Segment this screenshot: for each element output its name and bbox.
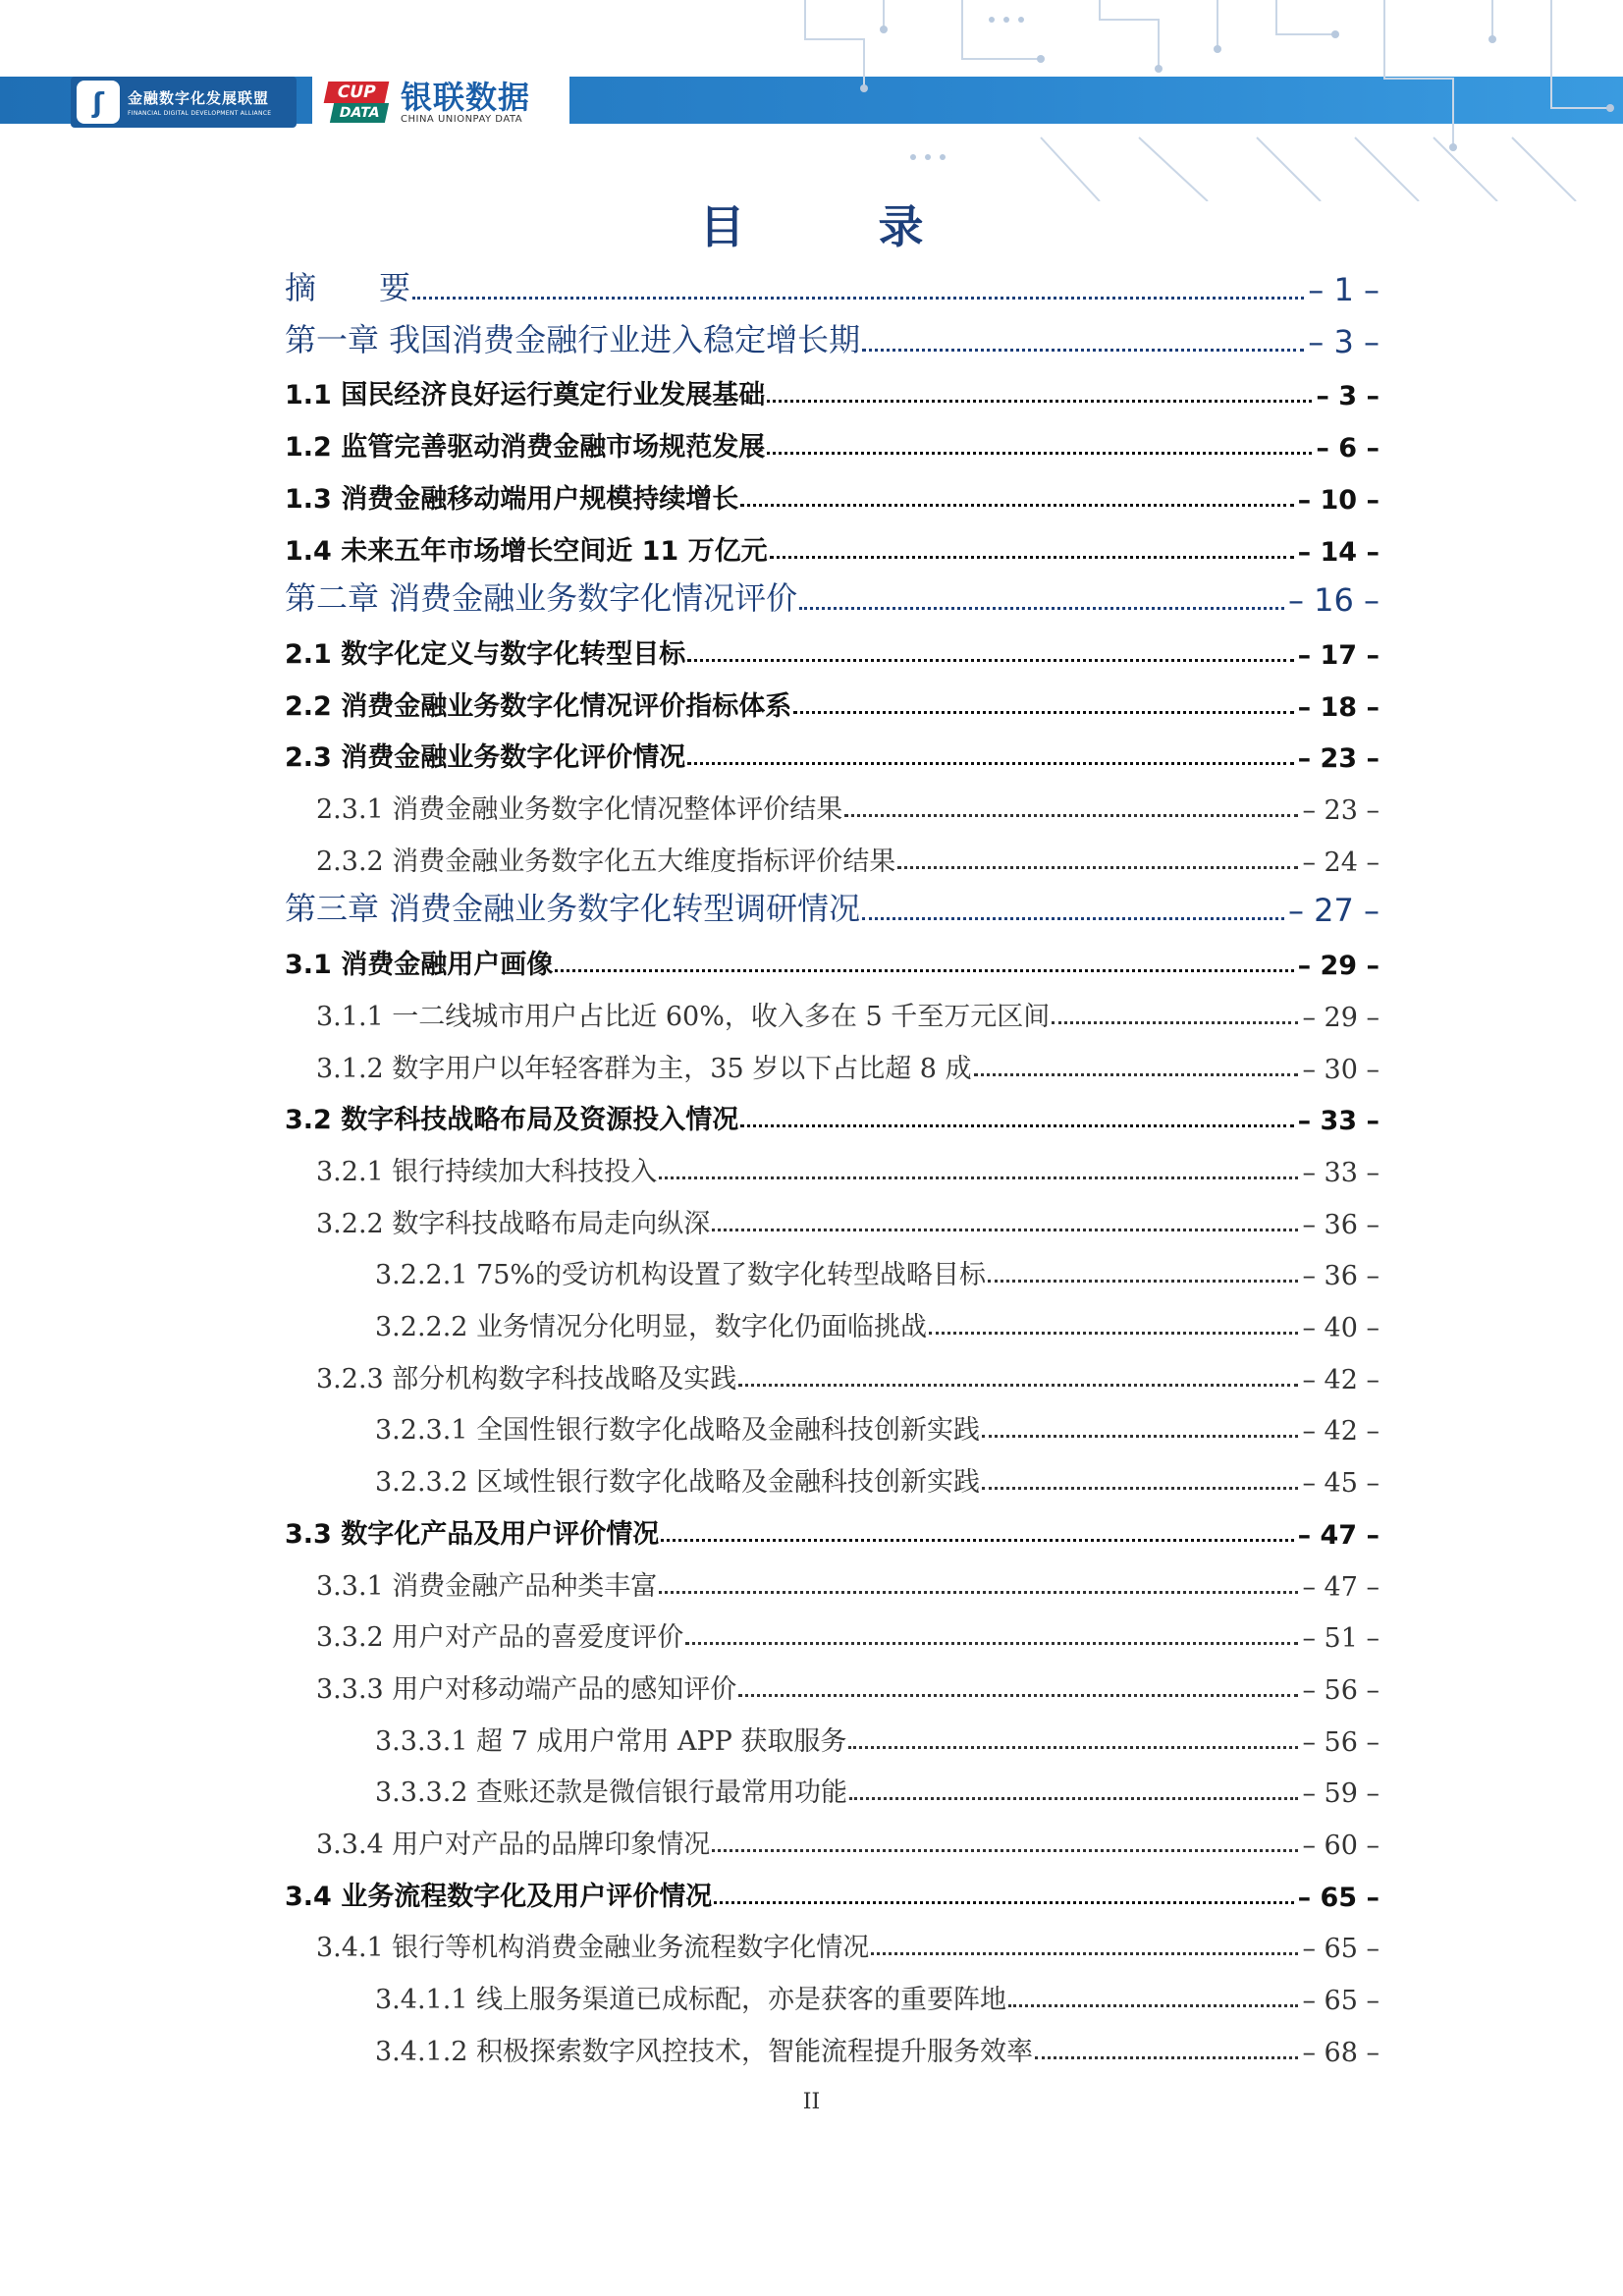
toc-entry-page: – 65 – <box>1297 1882 1380 1913</box>
toc-entry-label: 3.1.1 一二线城市用户占比近 60%，收入多在 5 千至万元区间 <box>316 1001 1051 1032</box>
toc-entry[interactable] <box>316 1137 1380 1188</box>
toc-entry-page: – 65 – <box>1302 1986 1380 2017</box>
toc-entry-label: 3.3.3.1 超 7 成用户常用 APP 获取服务 <box>375 1725 847 1757</box>
toc-entry-label: 3.2.3.2 区域性银行数字化战略及金融科技创新实践 <box>375 1467 981 1499</box>
toc-entry-label: 1.1 国民经济良好运行奠定行业发展基础 <box>285 380 766 411</box>
toc-entry-page: – 27 – <box>1287 892 1380 930</box>
toc-entry[interactable] <box>285 568 1380 619</box>
toc-entry-label: 3.3.4 用户对产品的品牌印象情况 <box>316 1830 711 1860</box>
alliance-name-cn: 金融数字化发展联盟 <box>128 89 270 107</box>
toc-entry-label: 1.2 监管完善驱动消费金融市场规范发展 <box>285 432 766 464</box>
toc-entry-label: 2.3.1 消费金融业务数字化情况整体评价结果 <box>316 794 843 825</box>
toc-entry-label: 3.2.3 部分机构数字科技战略及实践 <box>316 1363 737 1394</box>
toc-entry[interactable] <box>316 775 1380 826</box>
toc-leader-dots <box>871 1952 1298 1955</box>
toc-entry-label: 1.3 消费金融移动端用户规模持续增长 <box>285 483 739 515</box>
toc-entry[interactable] <box>316 1344 1380 1395</box>
toc-entry-page: – 24 – <box>1302 847 1380 878</box>
circuit-decoration <box>746 0 1623 201</box>
toc-entry[interactable] <box>285 1085 1380 1136</box>
toc-entry-page: – 36 – <box>1302 1261 1380 1292</box>
badge-top: CUP <box>324 82 390 103</box>
toc-leader-dots <box>799 607 1284 610</box>
cupdata-name-cn: 银联数据 <box>401 78 531 116</box>
toc-entry[interactable] <box>285 930 1380 981</box>
toc-entry-page: – 1 – <box>1308 271 1380 308</box>
toc-leader-dots <box>659 1176 1298 1179</box>
toc-entry-page: – 36 – <box>1302 1209 1380 1240</box>
toc-leader-dots <box>897 866 1298 869</box>
toc-entry-page: – 17 – <box>1297 639 1380 671</box>
toc-entry-label: 3.2.3.1 全国性银行数字化战略及金融科技创新实践 <box>375 1415 981 1447</box>
toc-leader-dots <box>555 969 1293 972</box>
toc-entry-page: – 65 – <box>1302 1934 1380 1965</box>
toc-entry-page: – 3 – <box>1316 381 1380 412</box>
toc-entry[interactable] <box>375 1395 1380 1447</box>
toc-leader-dots <box>862 917 1284 920</box>
toc-entry-page: – 29 – <box>1302 1002 1380 1033</box>
toc-leader-dots <box>1052 1021 1298 1024</box>
toc-leader-dots <box>1035 2056 1298 2059</box>
cupdata-logo <box>312 77 569 128</box>
toc-leader-dots <box>740 504 1293 507</box>
toc-entry-page: – 40 – <box>1302 1313 1380 1343</box>
toc-leader-dots <box>712 1849 1298 1852</box>
toc-entry[interactable] <box>375 2017 1380 2068</box>
toc-entry[interactable] <box>285 1500 1380 1551</box>
toc-entry-page: – 60 – <box>1302 1831 1380 1861</box>
toc-leader-dots <box>740 1124 1293 1127</box>
toc-leader-dots <box>661 1539 1293 1542</box>
toc-entry-label: 1.4 未来五年市场增长空间近 11 万亿元 <box>285 535 768 567</box>
toc-entry-label: 3.3.3.2 查账还款是微信银行最常用功能 <box>375 1777 848 1809</box>
toc-leader-dots <box>685 1642 1298 1645</box>
toc-entry[interactable] <box>316 1603 1380 1654</box>
toc-leader-dots <box>844 814 1298 817</box>
toc-entry[interactable] <box>316 1810 1380 1861</box>
toc-entry[interactable] <box>316 1189 1380 1240</box>
toc-leader-dots <box>714 1901 1293 1904</box>
toc-leader-dots <box>974 1073 1299 1076</box>
toc-entry[interactable] <box>285 309 1380 360</box>
toc-entry-page: – 16 – <box>1287 581 1380 620</box>
toc-entry[interactable] <box>375 1448 1380 1499</box>
cupdata-badge-icon <box>326 80 395 125</box>
toc-entry-page: – 18 – <box>1297 691 1380 723</box>
toc-entry-label: 第二章 消费金融业务数字化情况评价 <box>285 579 798 618</box>
toc-leader-dots <box>687 659 1293 662</box>
toc-entry[interactable] <box>285 412 1380 464</box>
toc-leader-dots <box>982 1487 1298 1490</box>
toc-entry-page: – 56 – <box>1302 1674 1380 1706</box>
toc-entry-label: 3.2.2 数字科技战略布局走向纵深 <box>316 1208 711 1239</box>
toc-entry-label: 2.3 消费金融业务数字化评价情况 <box>285 742 686 774</box>
toc-entry[interactable] <box>285 360 1380 411</box>
page-number: II <box>802 2090 821 2114</box>
toc-entry[interactable] <box>316 1655 1380 1706</box>
toc-entry-label: 3.4.1 银行等机构消费金融业务流程数字化情况 <box>316 1933 870 1964</box>
alliance-name-en: FINANCIAL DIGITAL DEVELOPMENT ALLIANCE <box>128 110 272 117</box>
toc-entry-page: – 6 – <box>1316 433 1380 465</box>
toc-leader-dots <box>738 1694 1298 1697</box>
toc-entry[interactable] <box>375 1292 1380 1343</box>
toc-leader-dots <box>982 1435 1298 1438</box>
toc-entry[interactable] <box>285 465 1380 516</box>
toc-entry-page: – 30 – <box>1302 1054 1380 1085</box>
toc-entry[interactable] <box>316 1552 1380 1603</box>
toc-entry-page: – 29 – <box>1297 951 1380 982</box>
alliance-logo-icon: ʃ <box>77 81 120 124</box>
toc-leader-dots <box>929 1332 1298 1335</box>
toc-leader-dots <box>849 1797 1298 1800</box>
toc-entry-label: 3.3.2 用户对产品的喜爱度评价 <box>316 1622 684 1654</box>
toc-leader-dots <box>1008 2004 1298 2007</box>
toc-entry-label: 3.2 数字科技战略布局及资源投入情况 <box>285 1105 739 1136</box>
cupdata-name-en: CHINA UNIONPAY DATA <box>401 113 523 125</box>
toc-entry-label: 3.1.2 数字用户以年轻客群为主，35 岁以下占比超 8 成 <box>316 1053 972 1084</box>
toc-entry-page: – 68 – <box>1302 2037 1380 2068</box>
toc-leader-dots <box>862 349 1304 352</box>
toc-leader-dots <box>793 711 1293 714</box>
toc-entry[interactable] <box>375 1707 1380 1758</box>
toc-leader-dots <box>848 1746 1298 1749</box>
page-title: 目 录 <box>699 200 983 253</box>
toc-entry[interactable] <box>316 1913 1380 1964</box>
toc-leader-dots <box>687 762 1293 765</box>
toc-entry-page: – 51 – <box>1302 1623 1380 1655</box>
toc-entry[interactable] <box>285 723 1380 774</box>
toc-entry[interactable] <box>316 1034 1380 1085</box>
toc-entry[interactable] <box>375 1965 1380 2016</box>
toc-leader-dots <box>988 1280 1298 1283</box>
toc-entry-page: – 33 – <box>1302 1157 1380 1188</box>
toc-entry[interactable] <box>316 982 1380 1033</box>
toc-entry-page: – 42 – <box>1302 1364 1380 1395</box>
toc-entry-label: 3.4.1.1 线上服务渠道已成标配，亦是获客的重要阵地 <box>375 1985 1007 2016</box>
toc-entry-label: 3.2.1 银行持续加大科技投入 <box>316 1156 658 1187</box>
toc-leader-dots <box>767 452 1312 455</box>
toc-entry[interactable] <box>285 620 1380 671</box>
toc-entry[interactable] <box>285 878 1380 929</box>
toc-entry-label: 3.3 数字化产品及用户评价情况 <box>285 1518 660 1550</box>
toc-entry-page: – 14 – <box>1297 536 1380 568</box>
toc-entry-page: – 10 – <box>1297 484 1380 516</box>
toc-leader-dots <box>767 400 1312 403</box>
toc-entry-page: – 56 – <box>1302 1726 1380 1758</box>
toc-entry-label: 2.2 消费金融业务数字化情况评价指标体系 <box>285 690 792 722</box>
toc-entry-page: – 47 – <box>1297 1519 1380 1551</box>
toc-entry-label: 2.3.2 消费金融业务数字化五大维度指标评价结果 <box>316 846 896 877</box>
toc-entry-label: 摘 要 <box>285 269 411 306</box>
toc-entry[interactable] <box>285 1862 1380 1913</box>
toc-entry-page: – 3 – <box>1308 322 1380 360</box>
toc-entry[interactable] <box>375 1240 1380 1291</box>
toc-entry[interactable] <box>316 827 1380 878</box>
toc-entry-page: – 33 – <box>1297 1106 1380 1137</box>
toc-leader-dots <box>659 1591 1298 1594</box>
toc-entry-page: – 23 – <box>1297 743 1380 775</box>
toc-entry-label: 第三章 消费金融业务数字化转型调研情况 <box>285 890 861 928</box>
toc-entry[interactable] <box>285 672 1380 723</box>
toc-entry-page: – 42 – <box>1302 1416 1380 1448</box>
toc-entry-label: 2.1 数字化定义与数字化转型目标 <box>285 638 686 670</box>
toc-entry-page: – 59 – <box>1302 1778 1380 1810</box>
toc-entry-label: 3.2.2.1 75%的受访机构设置了数字化转型战略目标 <box>375 1260 987 1291</box>
toc-entry[interactable] <box>285 257 1380 308</box>
toc-entry-label: 3.1 消费金融用户画像 <box>285 950 554 981</box>
toc-entry-label: 3.4 业务流程数字化及用户评价情况 <box>285 1881 713 1912</box>
toc-entry-page: – 45 – <box>1302 1468 1380 1500</box>
toc-entry-label: 3.4.1.2 积极探索数字风控技术，智能流程提升服务效率 <box>375 2036 1034 2067</box>
toc-entry-label: 3.2.2.2 业务情况分化明显，数字化仍面临挑战 <box>375 1312 928 1342</box>
alliance-logo <box>71 77 297 128</box>
toc-entry-page: – 23 – <box>1302 795 1380 826</box>
toc-entry[interactable] <box>375 1758 1380 1809</box>
toc-leader-dots <box>770 556 1294 559</box>
toc-entry-page: – 47 – <box>1302 1571 1380 1603</box>
toc-entry-label: 第一章 我国消费金融行业进入稳定增长期 <box>285 320 861 358</box>
toc-entry-label: 3.3.1 消费金融产品种类丰富 <box>316 1570 658 1602</box>
toc-leader-dots <box>412 297 1304 300</box>
toc-leader-dots <box>738 1384 1298 1387</box>
badge-bottom: DATA <box>330 103 389 123</box>
toc-entry-label: 3.3.3 用户对移动端产品的感知评价 <box>316 1673 737 1705</box>
toc-entry[interactable] <box>285 517 1380 568</box>
toc-leader-dots <box>712 1229 1298 1231</box>
